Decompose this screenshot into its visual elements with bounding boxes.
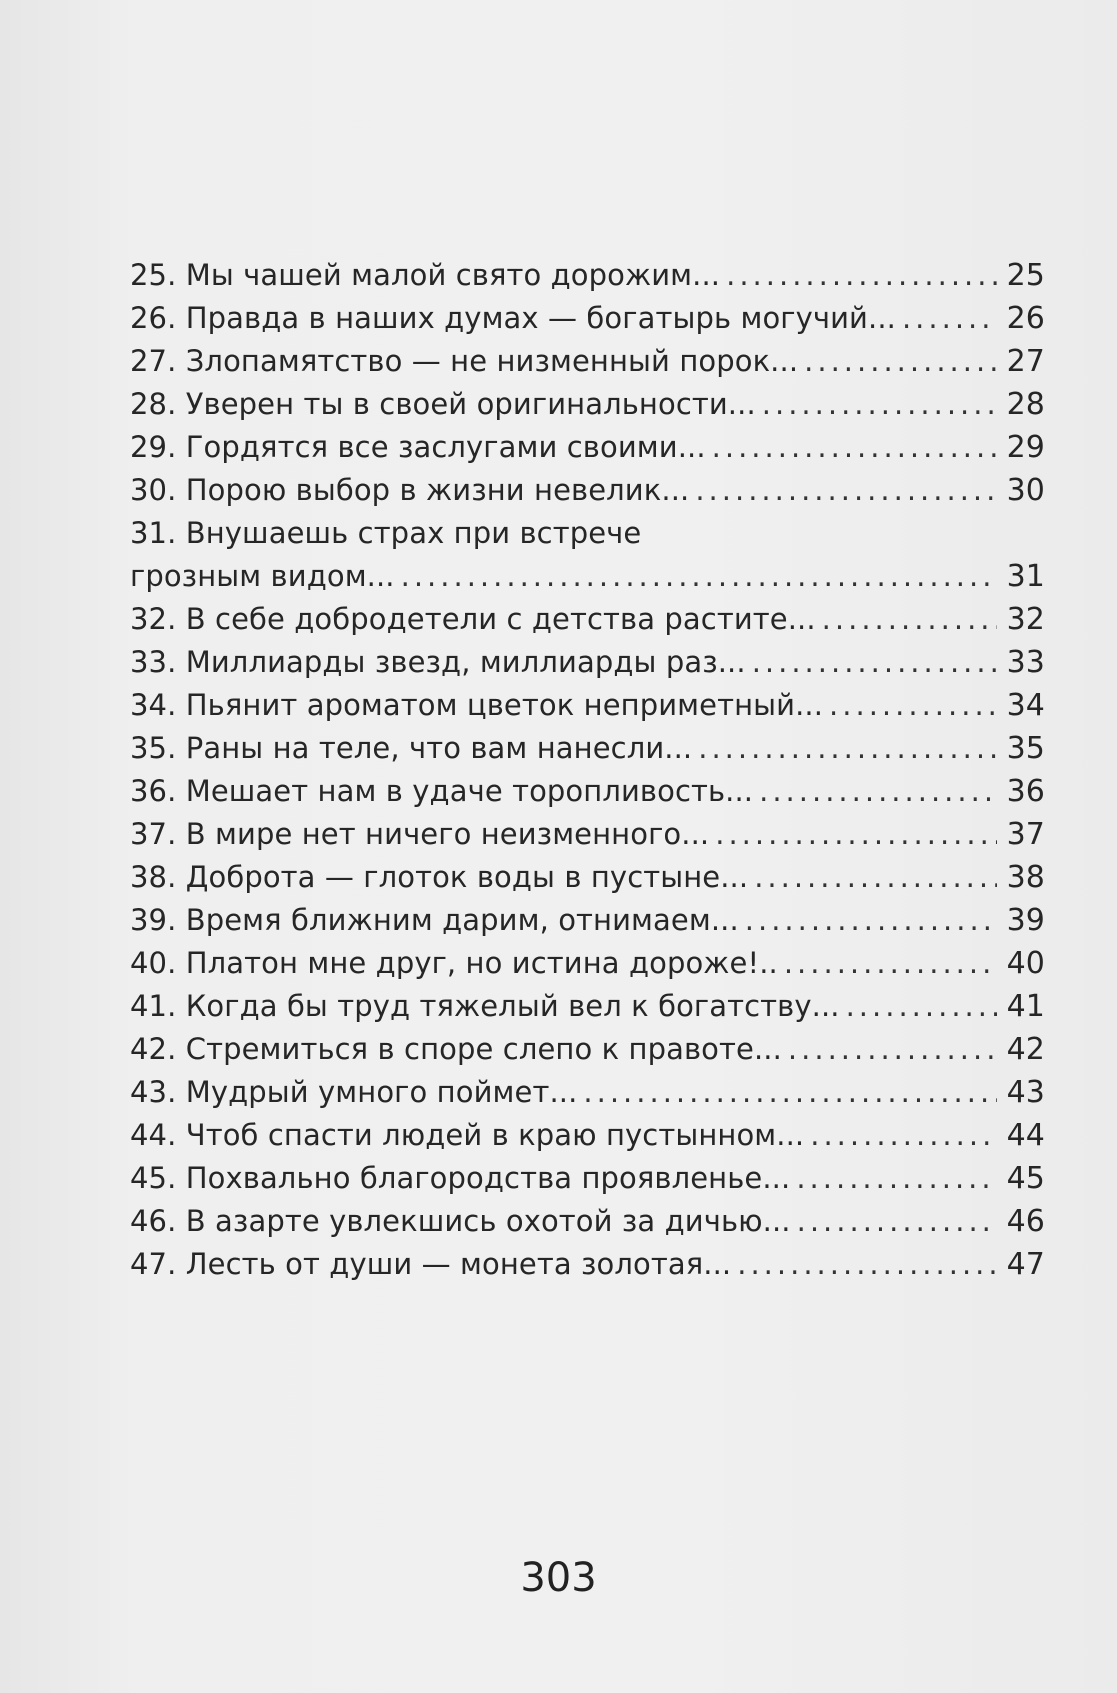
toc-entry-page: 26	[1006, 301, 1045, 336]
toc-entry-page: 36	[1006, 774, 1045, 809]
dot-leader	[902, 301, 997, 335]
toc-entry-page: 39	[1006, 903, 1045, 938]
table-of-contents	[130, 258, 1045, 1290]
toc-entry-page: 34	[1006, 688, 1045, 723]
toc-entry	[130, 774, 1045, 817]
toc-entry-title: 33. Миллиарды звезд, миллиарды раз...	[130, 645, 746, 679]
dot-leader	[754, 860, 997, 894]
toc-entry-page: 28	[1006, 387, 1045, 422]
toc-entry	[130, 473, 1045, 516]
toc-entry	[130, 387, 1045, 430]
toc-entry-page: 30	[1006, 473, 1045, 508]
toc-entry-page: 43	[1006, 1075, 1045, 1110]
toc-entry	[130, 946, 1045, 989]
dot-leader	[583, 1075, 997, 1109]
dot-leader	[796, 1161, 997, 1195]
toc-entry-page: 33	[1006, 645, 1045, 680]
toc-entry-title: 36. Мешает нам в удаче торопливость...	[130, 774, 754, 808]
toc-entry	[130, 688, 1045, 731]
toc-entry-title: 47. Лесть от души — монета золотая...	[130, 1247, 732, 1281]
toc-entry-title: 30. Порою выбор в жизни невелик...	[130, 473, 690, 507]
toc-entry-page: 40	[1006, 946, 1045, 981]
toc-entry-title-continuation: грозным видом...	[130, 559, 395, 593]
toc-entry-page: 45	[1006, 1161, 1045, 1196]
toc-entry-title: 28. Уверен ты в своей оригинальности...	[130, 387, 756, 421]
dot-leader	[737, 1247, 997, 1281]
dot-leader	[784, 946, 997, 980]
dot-leader	[401, 559, 997, 593]
dot-leader	[698, 731, 997, 765]
toc-entry-title: 41. Когда бы труд тяжелый вел к богатству...	[130, 989, 840, 1023]
dot-leader	[804, 344, 997, 378]
toc-entry	[130, 1204, 1045, 1247]
toc-entry-title: 31. Внушаешь страх при встрече	[130, 516, 642, 550]
page-number: 303	[520, 1555, 597, 1601]
toc-entry-title: 34. Пьянит ароматом цветок неприметный...	[130, 688, 824, 722]
dot-leader	[810, 1118, 997, 1152]
toc-entry-title: 29. Гордятся все заслугами своими...	[130, 430, 706, 464]
toc-entry-title: 37. В мире нет ничего неизменного...	[130, 817, 710, 851]
toc-entry-title: 25. Мы чашей малой свято дорожим...	[130, 258, 721, 292]
toc-entry-title: 39. Время ближним дарим, отнимаем...	[130, 903, 739, 937]
toc-entry-page: 27	[1006, 344, 1045, 379]
toc-entry-page: 41	[1006, 989, 1045, 1024]
toc-entry	[130, 860, 1045, 903]
toc-entry	[130, 344, 1045, 387]
toc-entry	[130, 301, 1045, 344]
toc-entry-page: 35	[1006, 731, 1045, 766]
toc-entry-title: 40. Платон мне друг, но истина дороже!..	[130, 946, 778, 980]
toc-entry-title: 44. Чтоб спасти людей в краю пустынном...	[130, 1118, 805, 1152]
toc-entry-title: 38. Доброта — глоток воды в пустыне...	[130, 860, 749, 894]
toc-entry	[130, 1161, 1045, 1204]
toc-entry	[130, 731, 1045, 774]
toc-entry-title: 42. Стремиться в споре слепо к правоте...	[130, 1032, 782, 1066]
dot-leader	[745, 903, 997, 937]
toc-entry	[130, 1118, 1045, 1161]
toc-entry-page: 44	[1006, 1118, 1045, 1153]
toc-entry	[130, 559, 1045, 602]
toc-entry	[130, 602, 1045, 645]
toc-entry	[130, 817, 1045, 860]
toc-entry	[130, 903, 1045, 946]
toc-entry-title: 32. В себе добродетели с детства растите...	[130, 602, 816, 636]
dot-leader	[726, 258, 997, 292]
toc-entry	[130, 430, 1045, 473]
toc-entry-title: 43. Мудрый умного поймет...	[130, 1075, 578, 1109]
toc-entry	[130, 1032, 1045, 1075]
toc-entry-title: 27. Злопамятство — не низменный порок...	[130, 344, 799, 378]
dot-leader	[846, 989, 997, 1023]
toc-entry-page: 25	[1006, 258, 1045, 293]
dot-leader	[788, 1032, 997, 1066]
toc-entry-page: 31	[1006, 559, 1045, 594]
toc-entry-title: 35. Раны на теле, что вам нанесли...	[130, 731, 693, 765]
toc-entry-title: 26. Правда в наших думах — богатырь могучий...	[130, 301, 896, 335]
dot-leader	[695, 473, 997, 507]
toc-entry-page: 29	[1006, 430, 1045, 465]
dot-leader	[715, 817, 997, 851]
dot-leader	[752, 645, 997, 679]
toc-entry	[130, 989, 1045, 1032]
toc-entry	[130, 1075, 1045, 1118]
toc-entry-page: 42	[1006, 1032, 1045, 1067]
toc-entry-page: 32	[1006, 602, 1045, 637]
toc-entry-first-line	[130, 516, 1045, 559]
toc-entry	[130, 258, 1045, 301]
toc-entry-page: 47	[1006, 1247, 1045, 1282]
toc-entry-title: 45. Похвально благородства проявленье...	[130, 1161, 791, 1195]
dot-leader	[829, 688, 997, 722]
dot-leader	[712, 430, 997, 464]
toc-entry-title: 46. В азарте увлекшись охотой за дичью...	[130, 1204, 791, 1238]
toc-entry-page: 46	[1006, 1204, 1045, 1239]
dot-leader	[797, 1204, 997, 1238]
dot-leader	[759, 774, 997, 808]
dot-leader	[822, 602, 997, 636]
toc-entry-page: 37	[1006, 817, 1045, 852]
toc-entry-page: 38	[1006, 860, 1045, 895]
toc-entry	[130, 1247, 1045, 1290]
toc-entry	[130, 645, 1045, 688]
dot-leader	[762, 387, 997, 421]
